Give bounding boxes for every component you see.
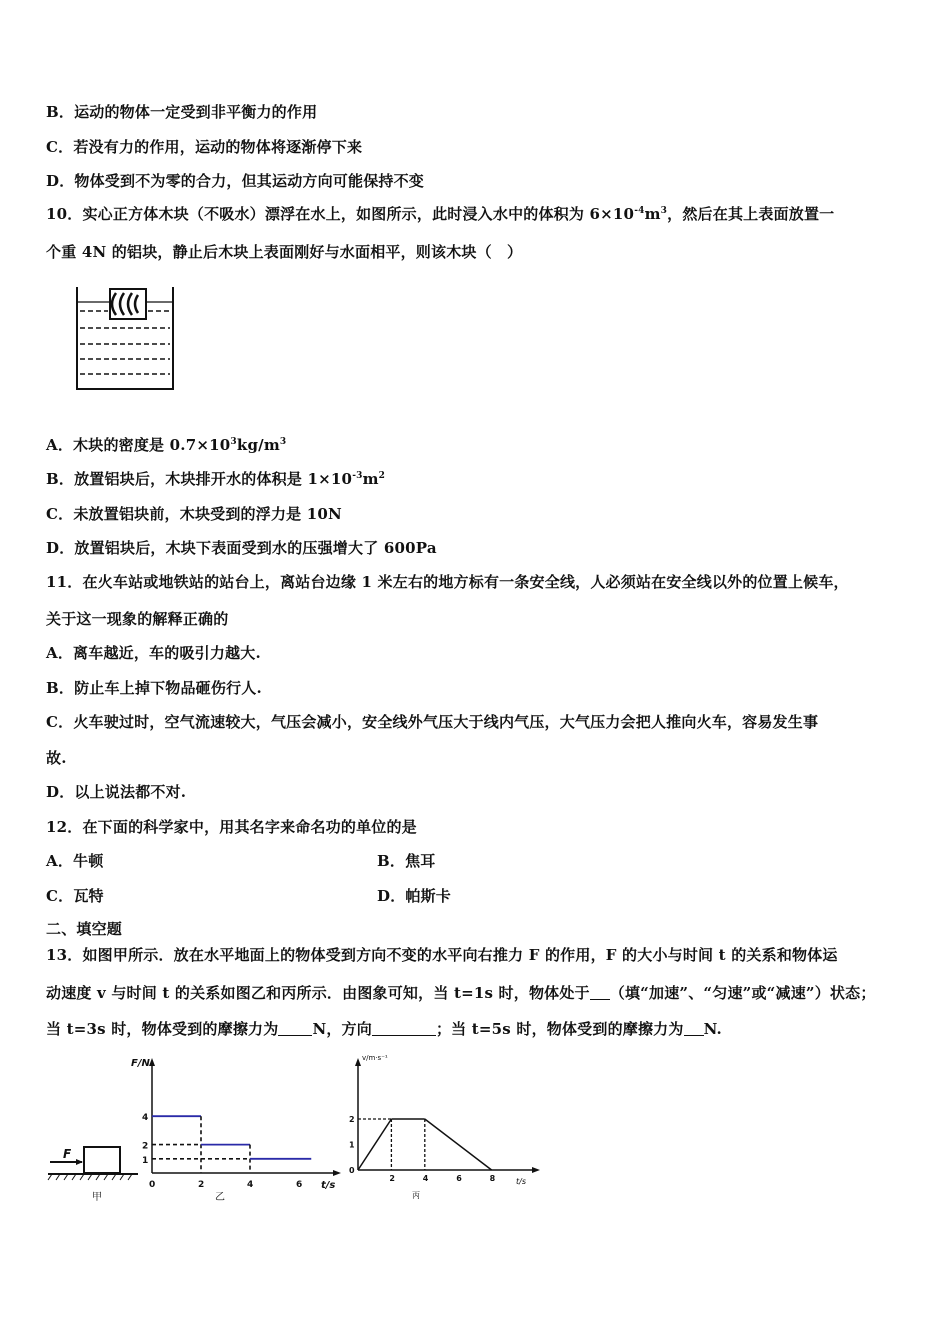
q11-option-b: B．防止车上掉下物品砸伤行人. bbox=[46, 679, 262, 697]
x-tick-label: 2 bbox=[198, 1180, 205, 1190]
x-tick-label: 2 bbox=[389, 1174, 395, 1183]
figure-jia-label: 甲 bbox=[92, 1192, 102, 1203]
x-axis-label: t/s bbox=[516, 1177, 526, 1186]
q9-option-d: D．物体受到不为零的合力，但其运动方向可能保持不变 bbox=[46, 172, 425, 190]
x-tick-label: 8 bbox=[489, 1174, 496, 1183]
q13-line2: 动速度 v 与时间 t 的关系如图乙和丙所示．由图象可知，当 t=1s 时，物体处于 （填“加速”、“匀速”或“减速”）状态； bbox=[46, 984, 876, 1002]
q11-option-c-line2: 故. bbox=[46, 749, 67, 767]
figure-yi-label: 乙 bbox=[215, 1192, 225, 1203]
object-box bbox=[84, 1147, 120, 1173]
q10-option-a: A．木块的密度是 $0.7\times 10^3kg/m^3$ bbox=[46, 436, 287, 454]
y-tick-label: 2 bbox=[142, 1141, 149, 1152]
y-axis-label: v/m·s⁻¹ bbox=[362, 1054, 388, 1062]
q11-option-d: D．以上说法都不对. bbox=[46, 783, 187, 801]
answer-blank-1[interactable] bbox=[590, 985, 610, 1000]
y-tick-label: 2 bbox=[349, 1115, 355, 1124]
x-tick-label: 4 bbox=[247, 1180, 254, 1190]
y-tick-label: 1 bbox=[349, 1140, 355, 1150]
q12-option-a: A．牛顿 bbox=[46, 852, 104, 870]
y-tick-label: 4 bbox=[142, 1113, 149, 1124]
force-label: F bbox=[63, 1147, 72, 1161]
x-tick-label: 0 bbox=[149, 1180, 156, 1190]
figure-bing-chart bbox=[338, 1050, 548, 1210]
q11-stem-line1: 11．在火车站或地铁站的站台上，离站台边缘 1 米左右的地方标有一条安全线，人必须站在安全线以外的位置上候车， bbox=[46, 573, 849, 591]
q10-option-b: B．放置铝块后，木块排开水的体积是 $1\times 10^{-3}m^2$ bbox=[46, 470, 386, 488]
q10-option-c: C．未放置铝块前，木块受到的浮力是 10N bbox=[46, 505, 342, 523]
answer-blank-3[interactable] bbox=[372, 1021, 436, 1036]
q9-option-c: C．若没有力的作用，运动的物体将逐渐停下来 bbox=[46, 138, 363, 156]
q11-option-c-line1: C．火车驶过时，空气流速较大，气压会减小，安全线外气压大于线内气压，大气压力会把人推向火车，容易发生事 bbox=[46, 713, 819, 731]
q12-stem: 12．在下面的科学家中，用其名字来命名功的单位的是 bbox=[46, 818, 417, 836]
q11-option-a: A．离车越近，车的吸引力越大. bbox=[46, 644, 261, 662]
q10-figure bbox=[72, 283, 178, 395]
q12-option-b: B．焦耳 bbox=[377, 852, 436, 870]
q11-stem-line2: 关于这一现象的解释正确的 bbox=[46, 610, 229, 628]
q10-stem-line2: 个重 4N 的铝块，静止后木块上表面刚好与水面相平，则该木块（ ） bbox=[46, 243, 523, 261]
answer-blank-4[interactable] bbox=[684, 1021, 704, 1036]
q10-stem-line1: 10．实心正方体木块（不吸水）漂浮在水上，如图所示，此时浸入水中的体积为 $6\times 10^{-4}m^3$，然后在其上表面放置一 bbox=[46, 205, 835, 223]
answer-blank-2[interactable] bbox=[278, 1021, 312, 1036]
q9-option-b: B．运动的物体一定受到非平衡力的作用 bbox=[46, 103, 318, 121]
q13-line1: 13．如图甲所示．放在水平地面上的物体受到方向不变的水平向右推力 F 的作用，F 的大小与时间 t 的关系和物体运 bbox=[46, 946, 838, 964]
q13-line3: 当 t=3s 时，物体受到的摩擦力为 N，方向 ；当 t=5s 时，物体受到的摩擦力为 N. bbox=[46, 1020, 722, 1038]
x-tick-label: 4 bbox=[422, 1174, 429, 1183]
velocity-segment bbox=[425, 1119, 492, 1170]
figure-bing-label: 丙 bbox=[412, 1191, 420, 1200]
q12-option-d: D．帕斯卡 bbox=[377, 887, 452, 905]
figure-yi-chart bbox=[125, 1050, 350, 1210]
y-axis-label: F/N bbox=[131, 1058, 150, 1069]
section-title: 二、填空题 bbox=[46, 920, 123, 938]
velocity-segment bbox=[358, 1119, 391, 1170]
y-tick-label: 1 bbox=[142, 1155, 149, 1166]
x-tick-label: 6 bbox=[296, 1180, 303, 1190]
q10-option-d: D．放置铝块后，木块下表面受到水的压强增大了 600Pa bbox=[46, 539, 437, 557]
x-tick-label: 6 bbox=[456, 1174, 462, 1183]
x-axis-label: t/s bbox=[321, 1180, 336, 1191]
y-tick-label: 0 bbox=[349, 1166, 355, 1175]
q12-option-c: C．瓦特 bbox=[46, 887, 104, 905]
